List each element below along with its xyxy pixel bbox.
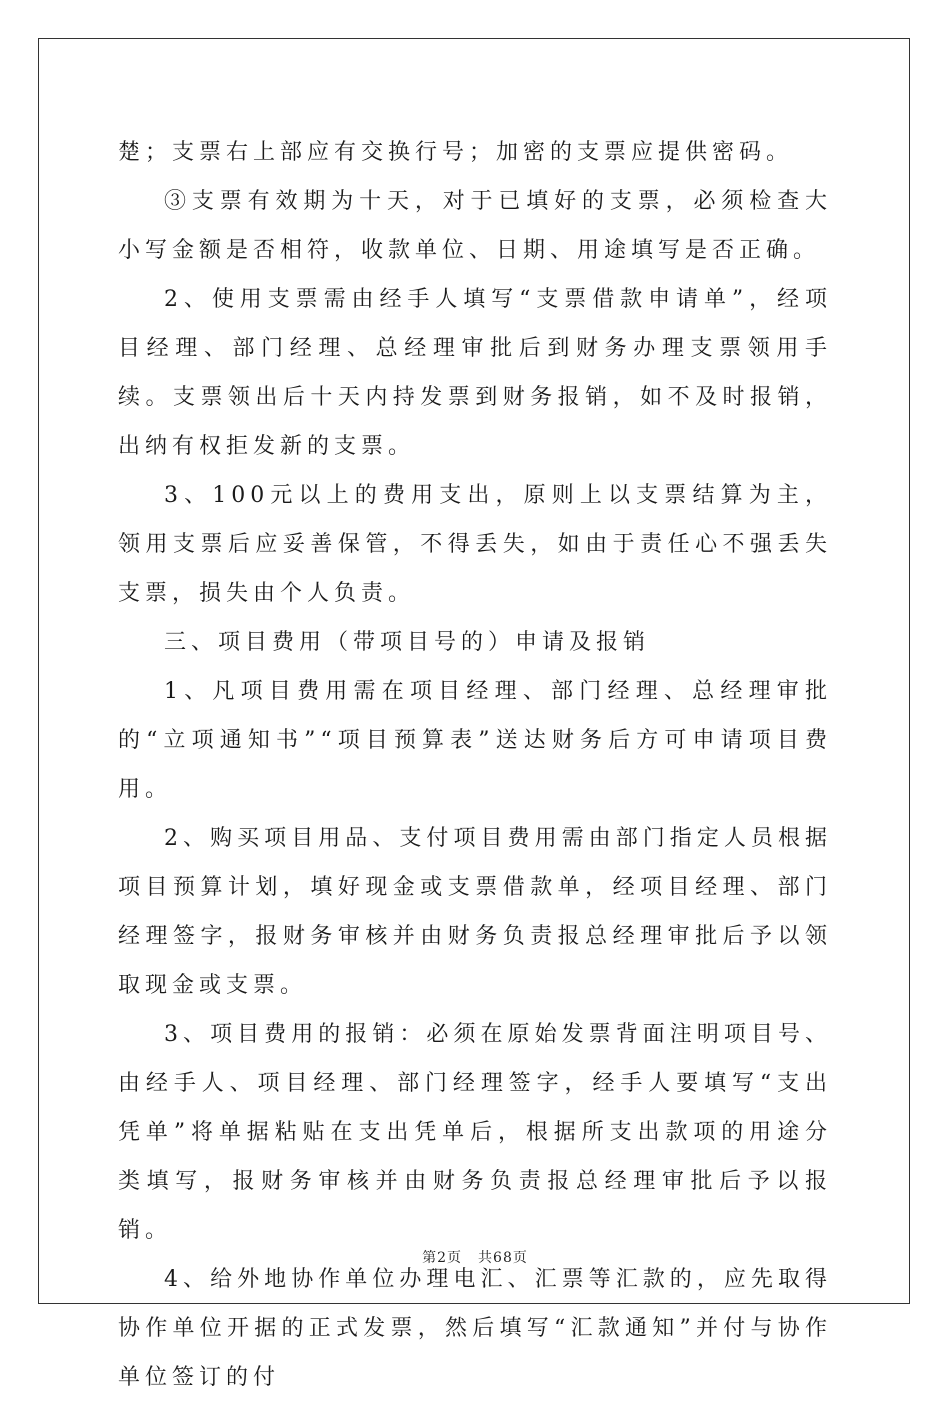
- paragraph: 楚；支票右上部应有交换行号；加密的支票应提供密码。: [118, 140, 794, 165]
- paragraph: 1、凡项目费用需在项目经理、部门经理、总经理审批的“立项通知书”“项目预算表”送达财务后方可申请项目费用。: [118, 679, 832, 802]
- page-total: 共68页: [478, 1250, 528, 1266]
- paragraph: 2、使用支票需由经手人填写“支票借款申请单”，经项目经理、部门经理、总经理审批后到财务办理支票领用手续。支票领出后十天内持发票到财务报销，如不及时报销，出纳有权拒发新的支票。: [118, 287, 832, 459]
- document-body: [118, 128, 832, 1402]
- section-heading: 三、项目费用（带项目号的）申请及报销: [164, 630, 651, 655]
- page-footer: [0, 1247, 950, 1267]
- paragraph: ③支票有效期为十天，对于已填好的支票，必须检查大小写金额是否相符，收款单位、日期、用途填写是否正确。: [118, 189, 832, 263]
- paragraph: 4、给外地协作单位办理电汇、汇票等汇款的，应先取得协作单位开据的正式发票，然后填写“汇款通知”并付与协作单位签订的付: [118, 1267, 832, 1390]
- paragraph: 3、项目费用的报销：必须在原始发票背面注明项目号、由经手人、项目经理、部门经理签字，经手人要填写“支出凭单”将单据粘贴在支出凭单后，根据所支出款项的用途分类填写，报财务审核并由财务负责报总经理审批后予以报销。: [118, 1022, 832, 1243]
- paragraph: 2、购买项目用品、支付项目费用需由部门指定人员根据项目预算计划，填好现金或支票借款单，经项目经理、部门经理签字，报财务审核并由财务负责报总经理审批后予以领取现金或支票。: [118, 826, 832, 998]
- paragraph: 3、100元以上的费用支出，原则上以支票结算为主，领用支票后应妥善保管，不得丢失，如由于责任心不强丢失支票，损失由个人负责。: [118, 483, 832, 606]
- page-number: 第2页: [422, 1250, 463, 1266]
